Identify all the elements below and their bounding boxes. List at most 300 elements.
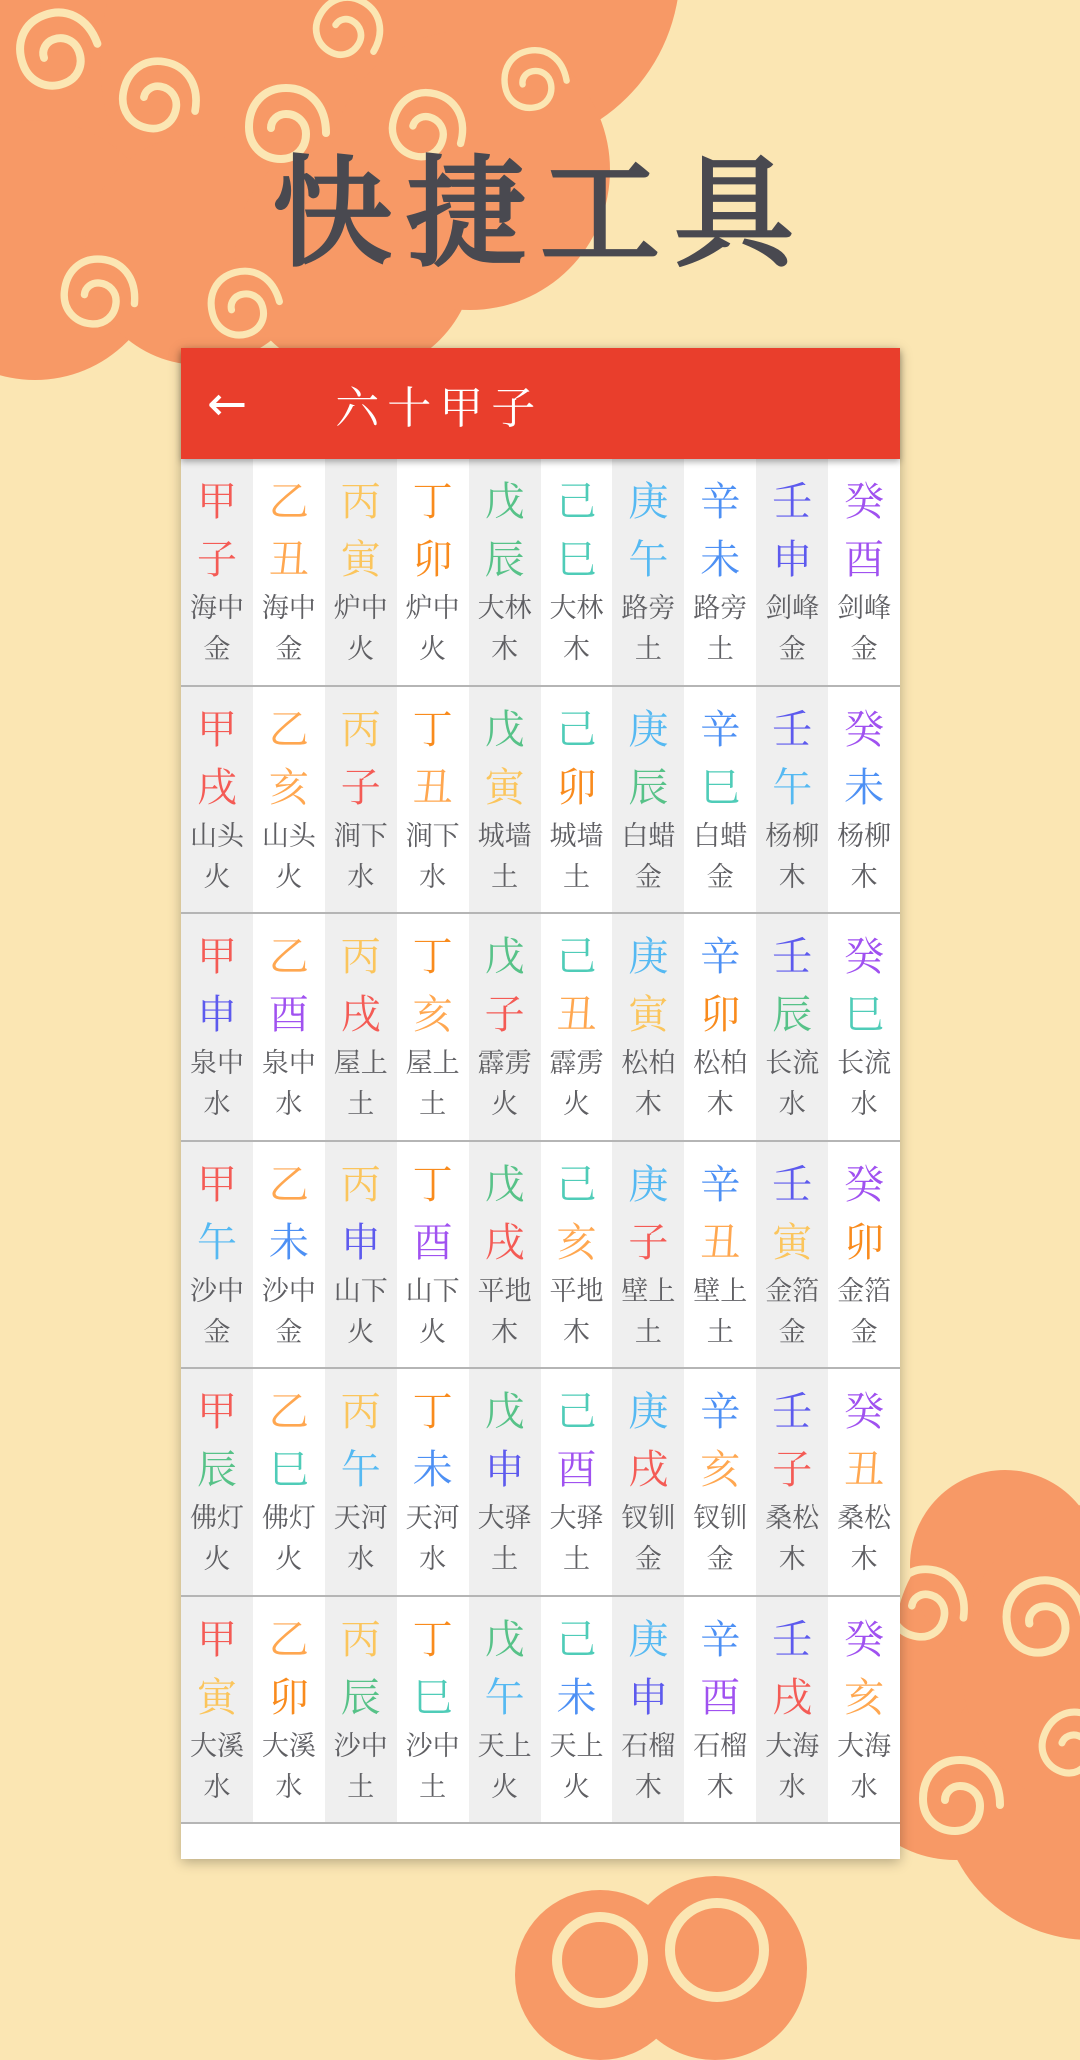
- branch-char: 午: [772, 764, 813, 811]
- table-row: [181, 914, 900, 1142]
- back-arrow-icon[interactable]: ←: [207, 375, 248, 432]
- stem-char: 癸: [844, 706, 885, 753]
- stem-char: 己: [556, 1389, 597, 1435]
- nayin-line2: 水: [850, 1089, 878, 1120]
- stem-char: 癸: [844, 479, 885, 525]
- branch-char: 午: [196, 1219, 237, 1266]
- nayin-line2: 木: [850, 1544, 878, 1575]
- branch-char: 戌: [196, 764, 237, 811]
- branch-char: 子: [340, 764, 381, 811]
- nayin-line2: 金: [203, 634, 231, 665]
- nayin-line1: 沙中: [261, 1275, 316, 1307]
- ganzhi-cell: [828, 687, 900, 913]
- nayin-line2: 木: [778, 861, 806, 893]
- nayin-line1: 大林: [477, 593, 532, 624]
- stem-char: 辛: [700, 1161, 741, 1208]
- nayin-line1: 平地: [549, 1275, 604, 1307]
- ganzhi-cell: [612, 1142, 684, 1368]
- nayin-line1: 大溪: [189, 1730, 244, 1762]
- ganzhi-cell: [684, 1142, 756, 1368]
- ganzhi-cell: [756, 1597, 828, 1823]
- ganzhi-cell: [469, 914, 541, 1140]
- nayin-line2: 火: [491, 1089, 519, 1120]
- stem-char: 甲: [196, 1389, 237, 1435]
- ganzhi-cell: [253, 687, 325, 913]
- ganzhi-cell: [828, 459, 900, 685]
- nayin-line1: 沙中: [189, 1275, 244, 1307]
- ganzhi-cell: [181, 1369, 253, 1595]
- branch-char: 未: [268, 1219, 309, 1266]
- branch-char: 亥: [412, 992, 453, 1038]
- branch-char: 酉: [556, 1447, 597, 1493]
- branch-char: 子: [196, 537, 237, 583]
- nayin-line1: 天河: [333, 1503, 388, 1534]
- branch-char: 酉: [268, 992, 309, 1038]
- nayin-line2: 火: [491, 1771, 519, 1803]
- nayin-line1: 杨柳: [837, 820, 892, 852]
- ganzhi-cell: [541, 687, 613, 913]
- nayin-line2: 金: [706, 861, 734, 893]
- stem-char: 庚: [628, 1389, 669, 1435]
- branch-char: 申: [340, 1219, 381, 1266]
- nayin-line1: 天上: [549, 1730, 604, 1762]
- stem-char: 丁: [412, 1389, 453, 1435]
- branch-char: 卯: [268, 1674, 309, 1721]
- nayin-line1: 炉中: [405, 593, 460, 624]
- branch-char: 戌: [628, 1447, 669, 1493]
- branch-char: 酉: [412, 1219, 453, 1266]
- nayin-line2: 木: [491, 634, 519, 665]
- stem-char: 戊: [484, 934, 525, 980]
- branch-char: 巳: [412, 1674, 453, 1721]
- nayin-line1: 钗钏: [621, 1503, 676, 1534]
- stem-char: 丙: [340, 1161, 381, 1208]
- stem-char: 丙: [340, 934, 381, 980]
- nayin-line1: 城墙: [477, 820, 532, 852]
- ganzhi-cell: [469, 1369, 541, 1595]
- branch-char: 酉: [700, 1674, 741, 1721]
- ganzhi-cell: [828, 1369, 900, 1595]
- stem-char: 甲: [196, 479, 237, 525]
- ganzhi-cell: [756, 687, 828, 913]
- ganzhi-cell: [325, 459, 397, 685]
- nayin-line2: 金: [706, 1544, 734, 1575]
- nayin-line2: 火: [419, 1316, 447, 1348]
- nayin-line2: 木: [778, 1544, 806, 1575]
- ganzhi-cell: [612, 687, 684, 913]
- ganzhi-cell: [469, 687, 541, 913]
- nayin-line1: 海中: [261, 593, 316, 624]
- branch-char: 卯: [700, 992, 741, 1038]
- branch-char: 亥: [844, 1674, 885, 1721]
- ganzhi-cell: [325, 914, 397, 1140]
- nayin-line2: 土: [347, 1089, 375, 1120]
- nayin-line2: 土: [419, 1089, 447, 1120]
- ganzhi-cell: [469, 1142, 541, 1368]
- nayin-line1: 松柏: [693, 1048, 748, 1079]
- branch-char: 未: [412, 1447, 453, 1493]
- stem-char: 癸: [844, 1616, 885, 1663]
- ganzhi-cell: [325, 1369, 397, 1595]
- ganzhi-cell: [756, 459, 828, 685]
- stem-char: 己: [556, 934, 597, 980]
- nayin-line1: 剑峰: [765, 593, 820, 624]
- cloud-swirl-icon: [912, 1750, 1012, 1850]
- nayin-line1: 山头: [261, 820, 316, 852]
- ganzhi-cell: [684, 1597, 756, 1823]
- nayin-line1: 大驿: [477, 1503, 532, 1534]
- ganzhi-cell: [828, 914, 900, 1140]
- branch-char: 卯: [556, 764, 597, 811]
- nayin-line2: 水: [203, 1771, 231, 1803]
- stem-char: 辛: [700, 1616, 741, 1663]
- nayin-line2: 土: [634, 1316, 662, 1348]
- stem-char: 乙: [268, 934, 309, 980]
- ganzhi-table: [181, 459, 900, 1824]
- nayin-line1: 霹雳: [477, 1048, 532, 1079]
- stem-char: 壬: [772, 1389, 813, 1435]
- branch-char: 酉: [844, 537, 885, 583]
- nayin-line2: 金: [850, 634, 878, 665]
- stem-char: 癸: [844, 1389, 885, 1435]
- stem-char: 己: [556, 1161, 597, 1208]
- nayin-line1: 平地: [477, 1275, 532, 1307]
- ganzhi-cell: [325, 687, 397, 913]
- branch-char: 子: [628, 1219, 669, 1266]
- branch-char: 申: [196, 992, 237, 1038]
- ganzhi-cell: [253, 459, 325, 685]
- nayin-line1: 大驿: [549, 1503, 604, 1534]
- nayin-line2: 金: [634, 861, 662, 893]
- stem-char: 壬: [772, 1161, 813, 1208]
- nayin-line2: 木: [706, 1771, 734, 1803]
- nayin-line2: 水: [203, 1089, 231, 1120]
- stem-char: 庚: [628, 1161, 669, 1208]
- nayin-line1: 石榴: [693, 1730, 748, 1762]
- branch-char: 戌: [340, 992, 381, 1038]
- nayin-line2: 土: [491, 861, 519, 893]
- stem-char: 辛: [700, 479, 741, 525]
- ganzhi-cell: [756, 914, 828, 1140]
- branch-char: 戌: [772, 1674, 813, 1721]
- nayin-line1: 泉中: [189, 1048, 244, 1079]
- sixty-jiazi-card: [181, 348, 900, 1859]
- stem-char: 癸: [844, 934, 885, 980]
- branch-char: 卯: [844, 1219, 885, 1266]
- stem-char: 壬: [772, 934, 813, 980]
- nayin-line1: 长流: [837, 1048, 892, 1079]
- nayin-line1: 佛灯: [261, 1503, 316, 1534]
- stem-char: 庚: [628, 1616, 669, 1663]
- cloud-swirl-icon: [490, 36, 583, 129]
- branch-char: 丑: [844, 1447, 885, 1493]
- stem-char: 丁: [412, 934, 453, 980]
- stem-char: 戊: [484, 1389, 525, 1435]
- nayin-line2: 金: [275, 1316, 303, 1348]
- ganzhi-cell: [181, 914, 253, 1140]
- nayin-line2: 火: [347, 1316, 375, 1348]
- ganzhi-cell: [253, 1369, 325, 1595]
- stem-char: 己: [556, 1616, 597, 1663]
- nayin-line1: 屋上: [333, 1048, 388, 1079]
- nayin-line2: 水: [778, 1771, 806, 1803]
- branch-char: 巳: [268, 1447, 309, 1493]
- branch-char: 未: [844, 764, 885, 811]
- ganzhi-cell: [541, 459, 613, 685]
- ganzhi-cell: [397, 914, 469, 1140]
- nayin-line2: 木: [634, 1089, 662, 1120]
- branch-char: 未: [556, 1674, 597, 1721]
- nayin-line1: 沙中: [405, 1730, 460, 1762]
- branch-char: 申: [628, 1674, 669, 1721]
- nayin-line2: 水: [778, 1089, 806, 1120]
- stem-char: 乙: [268, 1389, 309, 1435]
- stem-char: 甲: [196, 1161, 237, 1208]
- nayin-line1: 大海: [837, 1730, 892, 1762]
- ganzhi-cell: [397, 1142, 469, 1368]
- ganzhi-cell: [325, 1597, 397, 1823]
- app-bar: [181, 348, 900, 459]
- ganzhi-cell: [181, 459, 253, 685]
- nayin-line2: 土: [634, 634, 662, 665]
- nayin-line1: 涧下: [405, 820, 460, 852]
- nayin-line1: 大海: [765, 1730, 820, 1762]
- nayin-line2: 火: [203, 861, 231, 893]
- nayin-line1: 沙中: [333, 1730, 388, 1762]
- ganzhi-cell: [541, 914, 613, 1140]
- stem-char: 乙: [268, 1161, 309, 1208]
- stem-char: 己: [556, 706, 597, 753]
- ganzhi-cell: [181, 687, 253, 913]
- nayin-line2: 水: [275, 1089, 303, 1120]
- stem-char: 戊: [484, 479, 525, 525]
- nayin-line1: 海中: [189, 593, 244, 624]
- ganzhi-cell: [684, 914, 756, 1140]
- stem-char: 甲: [196, 934, 237, 980]
- ganzhi-cell: [469, 459, 541, 685]
- branch-char: 申: [772, 537, 813, 583]
- nayin-line2: 金: [778, 1316, 806, 1348]
- nayin-line1: 涧下: [333, 820, 388, 852]
- nayin-line1: 桑松: [837, 1503, 892, 1534]
- stem-char: 庚: [628, 934, 669, 980]
- stem-char: 癸: [844, 1161, 885, 1208]
- branch-char: 戌: [484, 1219, 525, 1266]
- nayin-line2: 水: [275, 1771, 303, 1803]
- table-row: [181, 1369, 900, 1597]
- nayin-line1: 路旁: [621, 593, 676, 624]
- ganzhi-cell: [756, 1142, 828, 1368]
- nayin-line2: 木: [562, 634, 590, 665]
- ganzhi-cell: [612, 1597, 684, 1823]
- table-row: [181, 1142, 900, 1370]
- nayin-line1: 壁上: [621, 1275, 676, 1307]
- nayin-line2: 水: [419, 861, 447, 893]
- nayin-line2: 木: [562, 1316, 590, 1348]
- nayin-line1: 剑峰: [837, 593, 892, 624]
- nayin-line1: 桑松: [765, 1503, 820, 1534]
- nayin-line1: 天河: [405, 1503, 460, 1534]
- branch-char: 寅: [340, 537, 381, 583]
- branch-char: 寅: [772, 1219, 813, 1266]
- nayin-line2: 金: [275, 634, 303, 665]
- branch-char: 辰: [628, 764, 669, 811]
- stem-char: 丙: [340, 706, 381, 753]
- nayin-line2: 金: [203, 1316, 231, 1348]
- nayin-line1: 城墙: [549, 820, 604, 852]
- nayin-line1: 路旁: [693, 593, 748, 624]
- stem-char: 戊: [484, 1161, 525, 1208]
- stem-char: 辛: [700, 934, 741, 980]
- nayin-line1: 天上: [477, 1730, 532, 1762]
- stem-char: 乙: [268, 706, 309, 753]
- ganzhi-cell: [397, 459, 469, 685]
- ganzhi-cell: [684, 687, 756, 913]
- nayin-line2: 火: [275, 861, 303, 893]
- ganzhi-cell: [828, 1597, 900, 1823]
- nayin-line2: 火: [562, 1089, 590, 1120]
- nayin-line1: 霹雳: [549, 1048, 604, 1079]
- stem-char: 丁: [412, 706, 453, 753]
- ganzhi-cell: [541, 1142, 613, 1368]
- table-row: [181, 459, 900, 687]
- branch-char: 巳: [556, 537, 597, 583]
- table-row: [181, 687, 900, 915]
- branch-char: 午: [340, 1447, 381, 1493]
- table-row: [181, 1597, 900, 1825]
- branch-char: 午: [484, 1674, 525, 1721]
- ganzhi-cell: [756, 1369, 828, 1595]
- branch-char: 子: [484, 992, 525, 1038]
- ganzhi-cell: [828, 1142, 900, 1368]
- branch-char: 寅: [196, 1674, 237, 1721]
- ganzhi-cell: [684, 459, 756, 685]
- branch-char: 卯: [412, 537, 453, 583]
- ganzhi-cell: [612, 459, 684, 685]
- stem-char: 壬: [772, 479, 813, 525]
- nayin-line2: 水: [347, 861, 375, 893]
- branch-char: 亥: [268, 764, 309, 811]
- nayin-line2: 木: [706, 1089, 734, 1120]
- ganzhi-cell: [253, 914, 325, 1140]
- branch-char: 巳: [700, 764, 741, 811]
- page-title: 快捷工具: [272, 145, 808, 284]
- branch-char: 辰: [340, 1674, 381, 1721]
- ganzhi-cell: [612, 914, 684, 1140]
- nayin-line1: 壁上: [693, 1275, 748, 1307]
- nayin-line2: 金: [634, 1544, 662, 1575]
- stem-char: 丁: [412, 1616, 453, 1663]
- stem-char: 戊: [484, 706, 525, 753]
- ganzhi-cell: [397, 1369, 469, 1595]
- nayin-line2: 土: [491, 1544, 519, 1575]
- nayin-line1: 长流: [765, 1048, 820, 1079]
- nayin-line1: 杨柳: [765, 820, 820, 852]
- branch-char: 丑: [268, 537, 309, 583]
- stem-char: 壬: [772, 1616, 813, 1663]
- stem-char: 甲: [196, 706, 237, 753]
- nayin-line1: 炉中: [333, 593, 388, 624]
- nayin-line1: 白蜡: [693, 820, 748, 852]
- nayin-line2: 金: [850, 1316, 878, 1348]
- branch-char: 寅: [628, 992, 669, 1038]
- nayin-line2: 水: [419, 1544, 447, 1575]
- stem-char: 乙: [268, 1616, 309, 1663]
- nayin-line1: 泉中: [261, 1048, 316, 1079]
- ganzhi-cell: [469, 1597, 541, 1823]
- nayin-line2: 火: [562, 1771, 590, 1803]
- nayin-line2: 土: [419, 1771, 447, 1803]
- branch-char: 寅: [484, 764, 525, 811]
- branch-char: 丑: [412, 764, 453, 811]
- nayin-line1: 金箔: [837, 1275, 892, 1307]
- nayin-line2: 土: [347, 1771, 375, 1803]
- nayin-line1: 佛灯: [189, 1503, 244, 1534]
- branch-char: 子: [772, 1447, 813, 1493]
- branch-char: 辰: [196, 1447, 237, 1493]
- nayin-line2: 木: [850, 861, 878, 893]
- branch-char: 申: [484, 1447, 525, 1493]
- branch-char: 亥: [556, 1219, 597, 1266]
- stem-char: 庚: [628, 706, 669, 753]
- nayin-line2: 火: [203, 1544, 231, 1575]
- nayin-line2: 水: [850, 1771, 878, 1803]
- ganzhi-cell: [325, 1142, 397, 1368]
- nayin-line1: 山下: [333, 1275, 388, 1307]
- branch-char: 丑: [700, 1219, 741, 1266]
- nayin-line2: 火: [347, 634, 375, 665]
- stem-char: 己: [556, 479, 597, 525]
- branch-char: 辰: [484, 537, 525, 583]
- ganzhi-cell: [684, 1369, 756, 1595]
- stem-char: 甲: [196, 1616, 237, 1663]
- branch-char: 巳: [844, 992, 885, 1038]
- nayin-line1: 大溪: [261, 1730, 316, 1762]
- ganzhi-cell: [181, 1597, 253, 1823]
- nayin-line2: 火: [419, 634, 447, 665]
- stem-char: 辛: [700, 706, 741, 753]
- card-footer: [181, 1824, 900, 1859]
- stem-char: 辛: [700, 1389, 741, 1435]
- stem-char: 庚: [628, 479, 669, 525]
- stem-char: 丁: [412, 1161, 453, 1208]
- stem-char: 丙: [340, 1616, 381, 1663]
- nayin-line1: 松柏: [621, 1048, 676, 1079]
- app-bar-title: 六十甲子: [335, 382, 544, 434]
- nayin-line1: 山头: [189, 820, 244, 852]
- nayin-line2: 水: [347, 1544, 375, 1575]
- ganzhi-cell: [253, 1597, 325, 1823]
- nayin-line1: 白蜡: [621, 820, 676, 852]
- nayin-line2: 土: [706, 634, 734, 665]
- nayin-line2: 土: [706, 1316, 734, 1348]
- nayin-line1: 大林: [549, 593, 604, 624]
- ganzhi-cell: [181, 1142, 253, 1368]
- nayin-line1: 屋上: [405, 1048, 460, 1079]
- ganzhi-cell: [541, 1369, 613, 1595]
- nayin-line2: 木: [491, 1316, 519, 1348]
- nayin-line2: 火: [275, 1544, 303, 1575]
- branch-char: 未: [700, 537, 741, 583]
- ganzhi-cell: [397, 687, 469, 913]
- nayin-line1: 石榴: [621, 1730, 676, 1762]
- nayin-line1: 钗钏: [693, 1503, 748, 1534]
- nayin-line1: 山下: [405, 1275, 460, 1307]
- branch-char: 丑: [556, 992, 597, 1038]
- ganzhi-cell: [397, 1597, 469, 1823]
- stem-char: 丁: [412, 479, 453, 525]
- branch-char: 辰: [772, 992, 813, 1038]
